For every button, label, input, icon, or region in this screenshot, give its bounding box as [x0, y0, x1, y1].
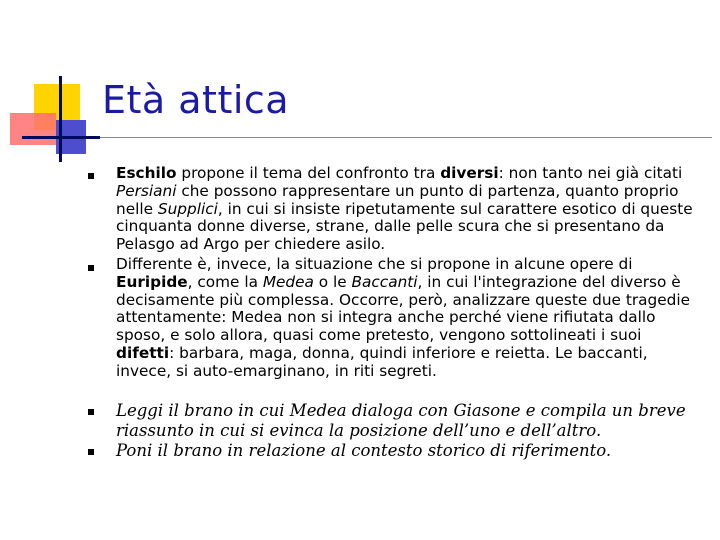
text-span: , in cui si insiste ripetutamente sul carattere esotico di queste cinquanta donne diverse, strane, dalle pelle scura che si presentano da Pelasgo ad Argo per chiedere asilo. — [116, 199, 693, 254]
work-persiani: Persiani — [116, 181, 177, 200]
text-span: che possono rappresentare un punto di partenza, quanto proprio nelle — [116, 181, 679, 218]
text-span: propone il tema del confronto tra — [176, 164, 441, 182]
keyword-diversi: diversi — [440, 164, 499, 182]
bullet-marker — [88, 173, 94, 179]
work-medea: Medea — [262, 272, 314, 291]
text-span: o le — [313, 272, 352, 291]
work-baccanti: Baccanti — [351, 272, 418, 291]
work-supplici: Supplici — [157, 199, 218, 218]
text-span: : non tanto nei già citati — [498, 164, 683, 182]
text-span: : barbara, maga, donna, quindi inferiore e reietta. Le baccanti, invece, si auto-emarginano, in riti segreti. — [116, 343, 648, 380]
bullet-marker — [88, 265, 94, 271]
decor-vertical-line — [59, 76, 62, 162]
bullet-euripide — [116, 256, 696, 381]
bullet-task-leggi: Leggi il brano in cui Medea dialoga con Giasone e compila un breve riassunto in cui si evinca la posizione dell’uno e dell’altro. — [116, 401, 686, 440]
bullet-task-poni: Poni il brano in relazione al contesto storico di riferimento. — [116, 441, 612, 460]
decor-red-square — [10, 113, 56, 145]
bullet-marker — [88, 409, 94, 415]
text-span: Differente è, invece, la situazione che si propone in alcune opere di — [116, 255, 633, 273]
author-eschilo: Eschilo — [116, 164, 177, 182]
bullet-eschilo — [116, 165, 696, 254]
slide-title: Età attica — [102, 78, 290, 122]
author-euripide: Euripide — [116, 272, 188, 291]
keyword-difetti: difetti — [116, 343, 170, 362]
title-divider-accent — [22, 136, 100, 139]
title-divider — [22, 137, 712, 138]
text-span: , in cui l'integrazione del diverso è decisamente più complessa. Occorre, però, analizzare queste due tragedie attentamente: Medea non si integra anche perché viene rifiutata dallo sposo, e solo allora, quasi come pretesto, vengono sottolineati i suoi — [116, 272, 690, 345]
text-span: , come la — [187, 272, 263, 291]
bullet-marker — [88, 449, 94, 455]
